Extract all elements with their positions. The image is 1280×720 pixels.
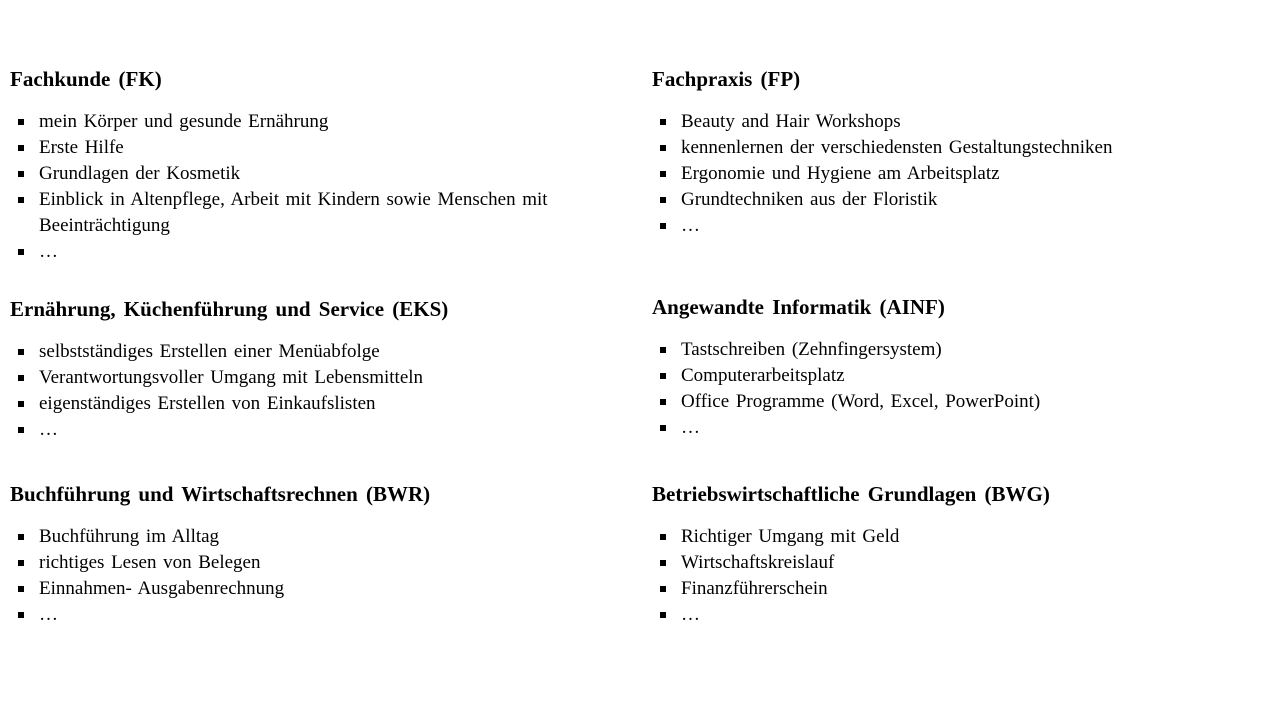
section-bwg-list: [652, 524, 1264, 628]
bullet-square-icon: [660, 171, 666, 177]
section-ainf: [652, 294, 1264, 441]
bullet-square-icon: [660, 197, 666, 203]
bullet-square-icon: [660, 119, 666, 125]
section-fachpraxis-heading: Fachpraxis (FP): [652, 67, 801, 91]
bullet-text: Computerarbeitsplatz: [681, 365, 845, 386]
bullet-item: [652, 602, 1264, 628]
bullet-item: [652, 337, 1264, 363]
bullet-text: Ergonomie und Hygiene am Arbeitsplatz: [681, 163, 1000, 184]
bullet-text: kennenlernen der verschiedensten Gestaltungstechniken: [681, 137, 1113, 158]
bullet-item: [10, 391, 559, 417]
bullet-square-icon: [18, 586, 24, 592]
bullet-item: [652, 135, 1264, 161]
bullet-item: [652, 161, 1264, 187]
bullet-square-icon: [18, 612, 24, 618]
bullet-item: [652, 415, 1264, 441]
section-fachpraxis: [652, 66, 1264, 239]
section-fachkunde-heading: Fachkunde (FK): [10, 67, 162, 91]
bullet-square-icon: [18, 560, 24, 566]
bullet-text: eigenständiges Erstellen von Einkaufslisten: [39, 393, 376, 414]
bullet-item: [10, 239, 559, 265]
bullet-text: Buchführung im Alltag: [39, 526, 220, 547]
section-eks: [10, 296, 559, 443]
bullet-square-icon: [660, 399, 666, 405]
bullet-text: Grundtechniken aus der Floristik: [681, 189, 938, 210]
bullet-text: …: [39, 419, 58, 440]
section-bwg: [652, 481, 1264, 628]
bullet-text: Wirtschaftskreislauf: [681, 552, 835, 573]
section-bwr-heading: Buchführung und Wirtschaftsrechnen (BWR): [10, 482, 431, 506]
bullet-item: [10, 365, 559, 391]
bullet-square-icon: [18, 249, 24, 255]
bullet-square-icon: [18, 534, 24, 540]
bullet-square-icon: [18, 197, 24, 203]
bullet-text: …: [681, 604, 700, 625]
bullet-item: [652, 363, 1264, 389]
section-fachpraxis-list: [652, 109, 1264, 239]
bullet-item: [10, 602, 559, 628]
bullet-text: …: [39, 241, 58, 262]
section-bwr-list: [10, 524, 559, 628]
bullet-text: …: [681, 215, 700, 236]
bullet-item: [10, 109, 559, 135]
bullet-square-icon: [660, 560, 666, 566]
bullet-square-icon: [660, 534, 666, 540]
section-ainf-heading: Angewandte Informatik (AINF): [652, 295, 945, 319]
section-bwg-heading: Betriebswirtschaftliche Grundlagen (BWG): [652, 482, 1050, 506]
section-fachkunde: [10, 66, 559, 265]
bullet-item: [10, 524, 559, 550]
bullet-item: [652, 109, 1264, 135]
bullet-text: Office Programme (Word, Excel, PowerPoint): [681, 391, 1041, 412]
bullet-item: [652, 187, 1264, 213]
bullet-square-icon: [660, 223, 666, 229]
bullet-item: [652, 389, 1264, 415]
section-eks-list: [10, 339, 559, 443]
bullet-square-icon: [660, 586, 666, 592]
bullet-square-icon: [18, 349, 24, 355]
section-ainf-list: [652, 337, 1264, 441]
section-fachkunde-list: [10, 109, 559, 265]
bullet-item: [10, 576, 559, 602]
bullet-square-icon: [660, 347, 666, 353]
bullet-item: [10, 135, 559, 161]
bullet-item: [10, 339, 559, 365]
bullet-square-icon: [660, 373, 666, 379]
bullet-item: [652, 576, 1264, 602]
bullet-text: Einnahmen- Ausgabenrechnung: [39, 578, 285, 599]
bullet-text: Beauty and Hair Workshops: [681, 111, 901, 132]
section-eks-heading: Ernährung, Küchenführung und Service (EKS): [10, 297, 449, 321]
bullet-square-icon: [18, 427, 24, 433]
section-bwr: [10, 481, 559, 628]
bullet-item: [652, 524, 1264, 550]
bullet-item: [652, 213, 1264, 239]
bullet-text: mein Körper und gesunde Ernährung: [39, 111, 329, 132]
bullet-text: richtiges Lesen von Belegen: [39, 552, 261, 573]
bullet-square-icon: [18, 119, 24, 125]
bullet-item: [10, 417, 559, 443]
bullet-square-icon: [660, 145, 666, 151]
bullet-square-icon: [18, 375, 24, 381]
bullet-item: [652, 550, 1264, 576]
bullet-square-icon: [660, 612, 666, 618]
bullet-text: Einblick in Altenpflege, Arbeit mit Kindern sowie Menschen mit Beeinträchtigung: [39, 189, 548, 236]
bullet-square-icon: [18, 145, 24, 151]
bullet-text: Tastschreiben (Zehnfingersystem): [681, 339, 942, 360]
bullet-square-icon: [18, 171, 24, 177]
bullet-square-icon: [660, 425, 666, 431]
bullet-text: Verantwortungsvoller Umgang mit Lebensmitteln: [39, 367, 424, 388]
bullet-item: [10, 187, 559, 239]
bullet-text: Finanzführerschein: [681, 578, 828, 599]
bullet-text: Grundlagen der Kosmetik: [39, 163, 241, 184]
bullet-text: Erste Hilfe: [39, 137, 124, 158]
bullet-square-icon: [18, 401, 24, 407]
bullet-text: …: [681, 417, 700, 438]
bullet-item: [10, 550, 559, 576]
bullet-text: …: [39, 604, 58, 625]
bullet-text: selbstständiges Erstellen einer Menüabfolge: [39, 341, 380, 362]
bullet-text: Richtiger Umgang mit Geld: [681, 526, 900, 547]
bullet-item: [10, 161, 559, 187]
